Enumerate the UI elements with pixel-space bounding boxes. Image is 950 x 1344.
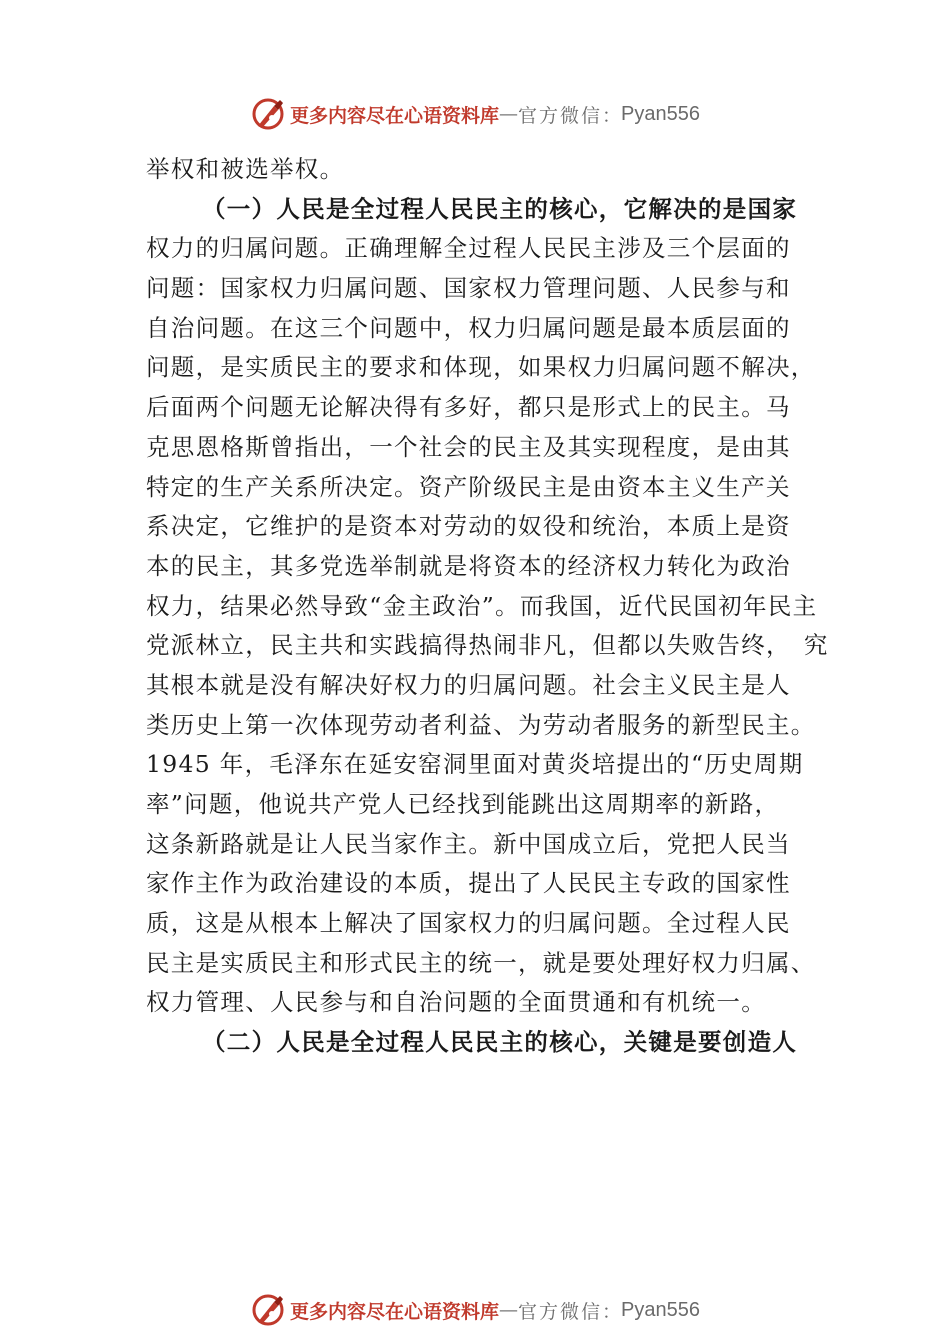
watermark-library-text: 更多内容尽在心语资料库 xyxy=(289,104,499,127)
watermark-colon: ： xyxy=(602,104,622,127)
watermark-separator: — xyxy=(499,103,518,125)
text-line: 其根本就是没有解决好权力的归属问题。社会主义民主是人 xyxy=(146,670,791,699)
text-line: 率”问题，他说共产党人已经找到能跳出这周期率的新路， xyxy=(146,790,780,818)
text-line: 质，这是从根本上解决了国家权力的归属问题。全过程人民 xyxy=(146,909,791,938)
pen-logo-icon xyxy=(250,1292,286,1328)
text-line: 权力的归属问题。正确理解全过程人民民主涉及三个层面的 xyxy=(146,234,791,263)
watermark-library-text: 更多内容尽在心语资料库 xyxy=(289,1300,499,1323)
watermark-colon: ： xyxy=(602,1300,622,1323)
watermark-wechat-label: 官方微信 xyxy=(518,104,603,127)
text-line: 本的民主，其多党选举制就是将资本的经济权力转化为政治 xyxy=(146,551,791,580)
text-line: 特定的生产关系所决定。资产阶级民主是由资本主义生产关 xyxy=(146,472,791,501)
text-line: 举权和被选举权。 xyxy=(146,155,345,183)
text-line: 后面两个问题无论解决得有多好，都只是形式上的民主。马 xyxy=(146,393,791,422)
section-one-heading-line: （一）人民是全过程人民民主的核心，它解决的是国家 xyxy=(202,194,798,223)
footer-watermark xyxy=(0,1290,950,1330)
text-line: 1945 年，毛泽东在延安窑洞里面对黄炎培提出的“历史周期 xyxy=(146,750,804,779)
header-watermark xyxy=(0,94,950,134)
section-two-heading-line: （二）人民是全过程人民民主的核心，关键是要创造人 xyxy=(202,1028,798,1057)
text-line: 类历史上第一次体现劳动者利益、为劳动者服务的新型民主。 xyxy=(146,710,816,739)
text-line: 权力，结果必然导致“金主政治”。而我国，近代民国初年民主 xyxy=(146,591,818,620)
watermark-wechat-label: 官方微信 xyxy=(518,1300,603,1323)
text-line: 问题，是实质民主的要求和体现，如果权力归属问题不解决， xyxy=(146,353,816,382)
text-line: 问题：国家权力归属问题、国家权力管理问题、人民参与和 xyxy=(146,274,791,303)
text-line: 克思恩格斯曾指出，一个社会的民主及其实现程度，是由其 xyxy=(146,432,791,461)
watermark-wechat-id: Pyan556 xyxy=(621,102,700,125)
document-body xyxy=(146,150,829,1063)
text-line: 权力管理、人民参与和自治问题的全面贯通和有机统一。 xyxy=(146,988,766,1017)
text-line: 系决定，它维护的是资本对劳动的奴役和统治，本质上是资 xyxy=(146,512,791,541)
text-line: 党派林立，民主共和实践搞得热闹非凡，但都以失败告终， 究 xyxy=(146,631,829,660)
watermark-separator: — xyxy=(499,1299,518,1321)
text-line: 民主是实质民主和形式民主的统一，就是要处理好权力归属、 xyxy=(146,948,816,977)
text-line: 自治问题。在这三个问题中，权力归属问题是最本质层面的 xyxy=(146,313,791,342)
text-line: 家作主作为政治建设的本质，提出了人民民主专政的国家性 xyxy=(146,869,791,898)
watermark-wechat-id: Pyan556 xyxy=(621,1298,700,1321)
text-line: 这条新路就是让人民当家作主。新中国成立后，党把人民当 xyxy=(146,829,791,858)
pen-logo-icon xyxy=(250,96,286,132)
